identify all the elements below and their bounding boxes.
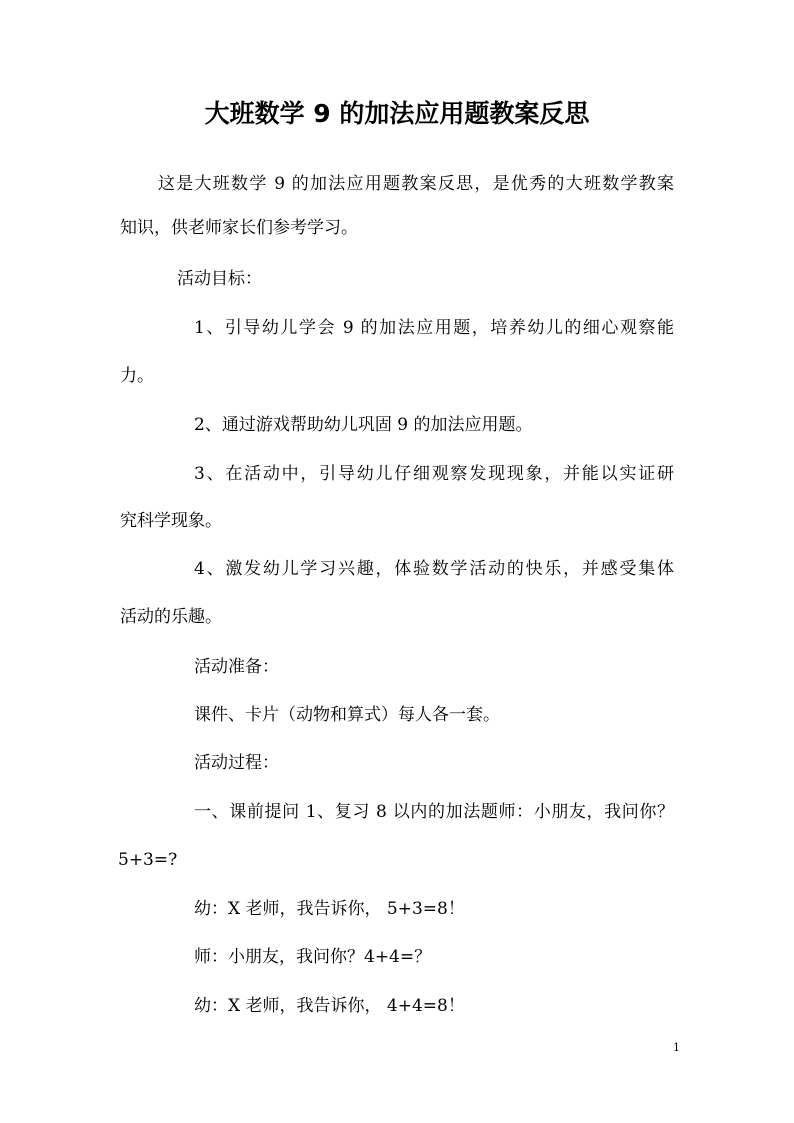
process-step-1-line-2: 5+3=? [118,850,178,870]
section-heading-preparation: 活动准备： [194,657,279,677]
dialogue-teacher-2: 师：小朋友，我问你？4+4=？ [194,947,432,967]
process-step-1-line-1: 一、课前提问 1、复习 8 以内的加法题师：小朋友，我问你？ [194,802,674,822]
goal-2: 2、通过游戏帮助幼儿巩固 9 的加法应用题。 [194,415,533,435]
goal-3-line-2: 究科学现象。 [120,511,222,531]
preparation-text: 课件、卡片（动物和算式）每人各一套。 [194,705,500,725]
dialogue-child-1: 幼：X 老师，我告诉你， 5+3=8！ [194,899,465,919]
intro-line-1: 这是大班数学 9 的加法应用题教案反思，是优秀的大班数学教案 [158,174,674,194]
goal-1-line-2: 力。 [120,366,154,386]
intro-line-2: 知识，供老师家长们参考学习。 [120,218,358,238]
goal-1-line-1: 1、引导幼儿学会 9 的加法应用题，培养幼儿的细心观察能 [194,318,674,338]
goal-4-line-1: 4、激发幼儿学习兴趣，体验数学活动的快乐，并感受集体 [194,559,674,579]
goal-4-line-2: 活动的乐趣。 [120,607,222,627]
section-heading-process: 活动过程： [194,753,279,773]
document-title: 大班数学 9 的加法应用题教案反思 [204,99,590,128]
section-heading-goals: 活动目标： [177,269,262,289]
goal-3-line-1: 3、在活动中，引导幼儿仔细观察发现现象，并能以实证研 [194,464,674,484]
dialogue-child-2: 幼：X 老师，我告诉你， 4+4=8！ [194,996,465,1016]
page-number: 1 [673,1041,680,1054]
